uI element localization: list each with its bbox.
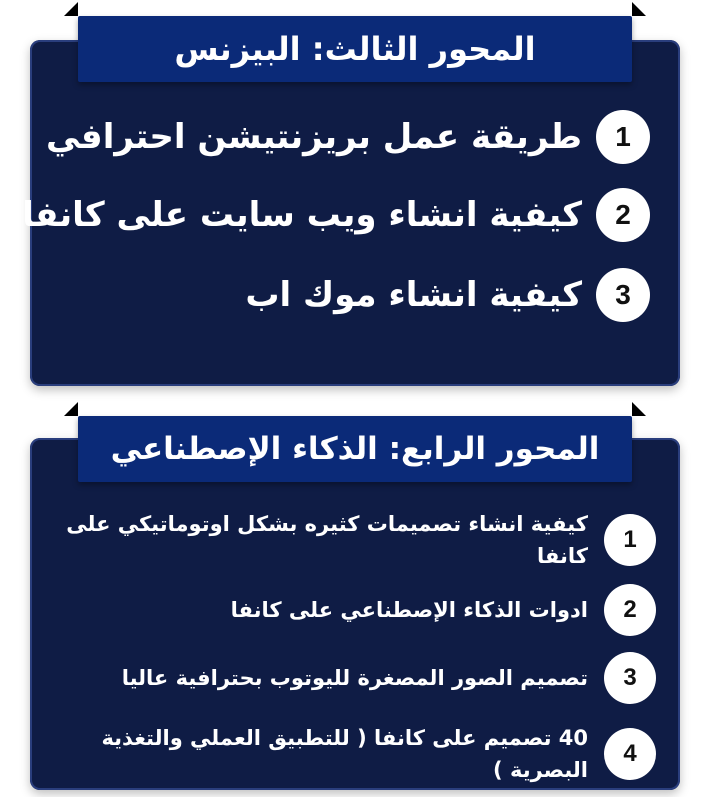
list-item <box>36 508 656 572</box>
list-item <box>36 652 656 704</box>
list-item <box>22 188 650 242</box>
number-badge: 3 <box>604 652 656 704</box>
list-item-text: كيفية انشاء ويب سايت على كانفا <box>22 195 582 235</box>
list-item <box>46 110 650 164</box>
section-title-business: المحور الثالث: البيزنس <box>78 16 632 82</box>
list-item <box>36 722 656 786</box>
number-badge: 2 <box>604 584 656 636</box>
list-item-text: تصميم الصور المصغرة لليوتوب بحترافية عاليا <box>121 666 588 690</box>
number-badge: 1 <box>596 110 650 164</box>
number-badge: 1 <box>604 514 656 566</box>
number-badge: 2 <box>596 188 650 242</box>
list-item-text: طريقة عمل بريزنتيشن احترافي <box>46 117 582 157</box>
list-item <box>36 584 656 636</box>
list-item <box>245 268 650 322</box>
section-title-ai: المحور الرابع: الذكاء الإصطناعي <box>78 416 632 482</box>
list-item-text: ادوات الذكاء الإصطناعي على كانفا <box>230 598 588 622</box>
list-item-text: كيفية انشاء موك اب <box>245 275 582 315</box>
list-item-text: 40 تصميم على كانفا ( للتطبيق العملي والتغذية البصرية ) <box>101 726 588 782</box>
number-badge: 4 <box>604 728 656 780</box>
number-badge: 3 <box>596 268 650 322</box>
list-item-text: كيفية انشاء تصميمات كثيره بشكل اوتوماتيكي على كانفا <box>66 512 588 568</box>
